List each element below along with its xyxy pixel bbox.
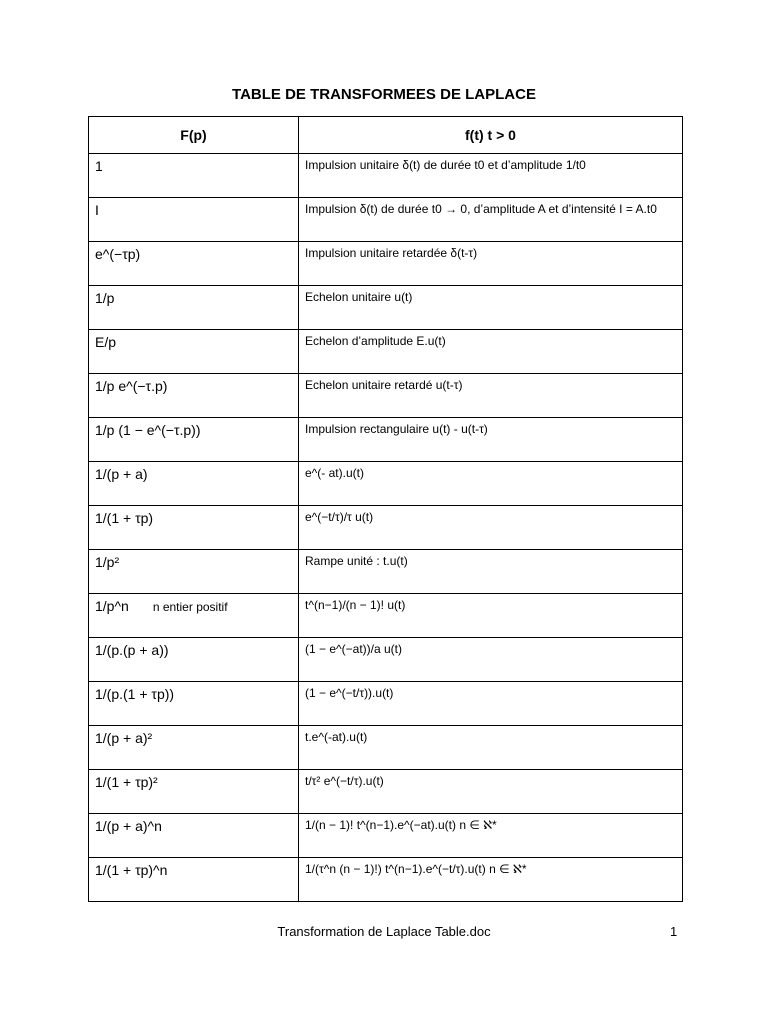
table-row xyxy=(89,550,683,594)
ft-cell: Rampe unité : t.u(t) xyxy=(299,550,683,594)
fp-expression: 1/(p.(p + a)) xyxy=(95,642,169,658)
fp-cell xyxy=(89,638,299,682)
fp-expression: 1/p xyxy=(95,290,115,306)
fp-cell xyxy=(89,550,299,594)
ft-cell: Echelon unitaire u(t) xyxy=(299,286,683,330)
header-fp: F(p) xyxy=(89,117,299,154)
fp-note: n entier positif xyxy=(152,600,228,614)
ft-expression: Impulsion δ(t) de durée t0 → 0, d’amplitude A et d’intensité I = A.t0 xyxy=(305,202,657,216)
fp-cell xyxy=(89,682,299,726)
fp-expression: 1/p e^(−τ.p) xyxy=(95,378,168,394)
fp-expression: 1/(p.(1 + τp)) xyxy=(95,686,175,702)
fp-cell xyxy=(89,462,299,506)
ft-cell: e^(−t/τ)/τ u(t) xyxy=(299,506,683,550)
table-row xyxy=(89,858,683,902)
footer-doc-name: Transformation de Laplace Table.doc xyxy=(277,924,491,939)
ft-cell: Echelon d’amplitude E.u(t) xyxy=(299,330,683,374)
laplace-table xyxy=(88,116,683,902)
table-row xyxy=(89,726,683,770)
fp-expression: e^(−τp) xyxy=(95,246,141,262)
fp-cell xyxy=(89,858,299,902)
fp-cell xyxy=(89,814,299,858)
fp-cell xyxy=(89,770,299,814)
page-title: TABLE DE TRANSFORMEES DE LAPLACE xyxy=(232,86,536,103)
fp-expression: 1/(p + a)² xyxy=(95,730,153,746)
ft-cell: t/τ² e^(−t/τ).u(t) xyxy=(299,770,683,814)
fp-expression: 1/(p + a)^n xyxy=(95,818,162,834)
table-row xyxy=(89,594,683,638)
table-row xyxy=(89,638,683,682)
fp-cell xyxy=(89,154,299,198)
fp-expression: 1/(1 + τp)^n xyxy=(95,862,168,878)
ft-cell: (1 − e^(−at))/a u(t) xyxy=(299,638,683,682)
table-row xyxy=(89,506,683,550)
fp-cell xyxy=(89,594,299,638)
fp-expression: 1/p (1 − e^(−τ.p)) xyxy=(95,422,201,438)
fp-expression: 1/p^n xyxy=(95,598,129,614)
table-row xyxy=(89,814,683,858)
ft-cell: 1/(n − 1)! t^(n−1).e^(−at).u(t) n ∈ ℵ* xyxy=(299,814,683,858)
fp-cell xyxy=(89,418,299,462)
fp-expression: 1 xyxy=(95,158,103,174)
table-row xyxy=(89,198,683,242)
ft-cell: Impulsion rectangulaire u(t) - u(t-τ) xyxy=(299,418,683,462)
ft-cell: e^(- at).u(t) xyxy=(299,462,683,506)
ft-cell: t^(n−1)/(n − 1)! u(t) xyxy=(299,594,683,638)
footer-page-number: 1 xyxy=(670,924,678,939)
fp-cell xyxy=(89,506,299,550)
fp-expression: 1/(p + a) xyxy=(95,466,148,482)
table-row xyxy=(89,682,683,726)
fp-expression: E/p xyxy=(95,334,117,350)
table-row xyxy=(89,286,683,330)
table-row xyxy=(89,418,683,462)
fp-cell xyxy=(89,198,299,242)
fp-expression: I xyxy=(95,202,99,218)
ft-cell: (1 − e^(−t/τ)).u(t) xyxy=(299,682,683,726)
fp-cell xyxy=(89,330,299,374)
fp-cell xyxy=(89,286,299,330)
fp-cell xyxy=(89,726,299,770)
fp-expression: 1/(1 + τp)² xyxy=(95,774,158,790)
header-ft: f(t) t > 0 xyxy=(299,117,683,154)
ft-cell: Impulsion unitaire retardée δ(t-τ) xyxy=(299,242,683,286)
ft-cell: 1/(τ^n (n − 1)!) t^(n−1).e^(−t/τ).u(t) n ∈ ℵ* xyxy=(299,858,683,902)
ft-cell: Echelon unitaire retardé u(t-τ) xyxy=(299,374,683,418)
table-row xyxy=(89,242,683,286)
table-row xyxy=(89,374,683,418)
table-row xyxy=(89,154,683,198)
table-row xyxy=(89,770,683,814)
ft-cell xyxy=(299,198,683,242)
table-row xyxy=(89,462,683,506)
table-row xyxy=(89,330,683,374)
ft-cell: Impulsion unitaire δ(t) de durée t0 et d’amplitude 1/t0 xyxy=(299,154,683,198)
fp-cell xyxy=(89,242,299,286)
fp-expression: 1/(1 + τp) xyxy=(95,510,154,526)
ft-cell: t.e^(-at).u(t) xyxy=(299,726,683,770)
fp-expression: 1/p² xyxy=(95,554,120,570)
header-row xyxy=(89,117,683,154)
fp-cell xyxy=(89,374,299,418)
